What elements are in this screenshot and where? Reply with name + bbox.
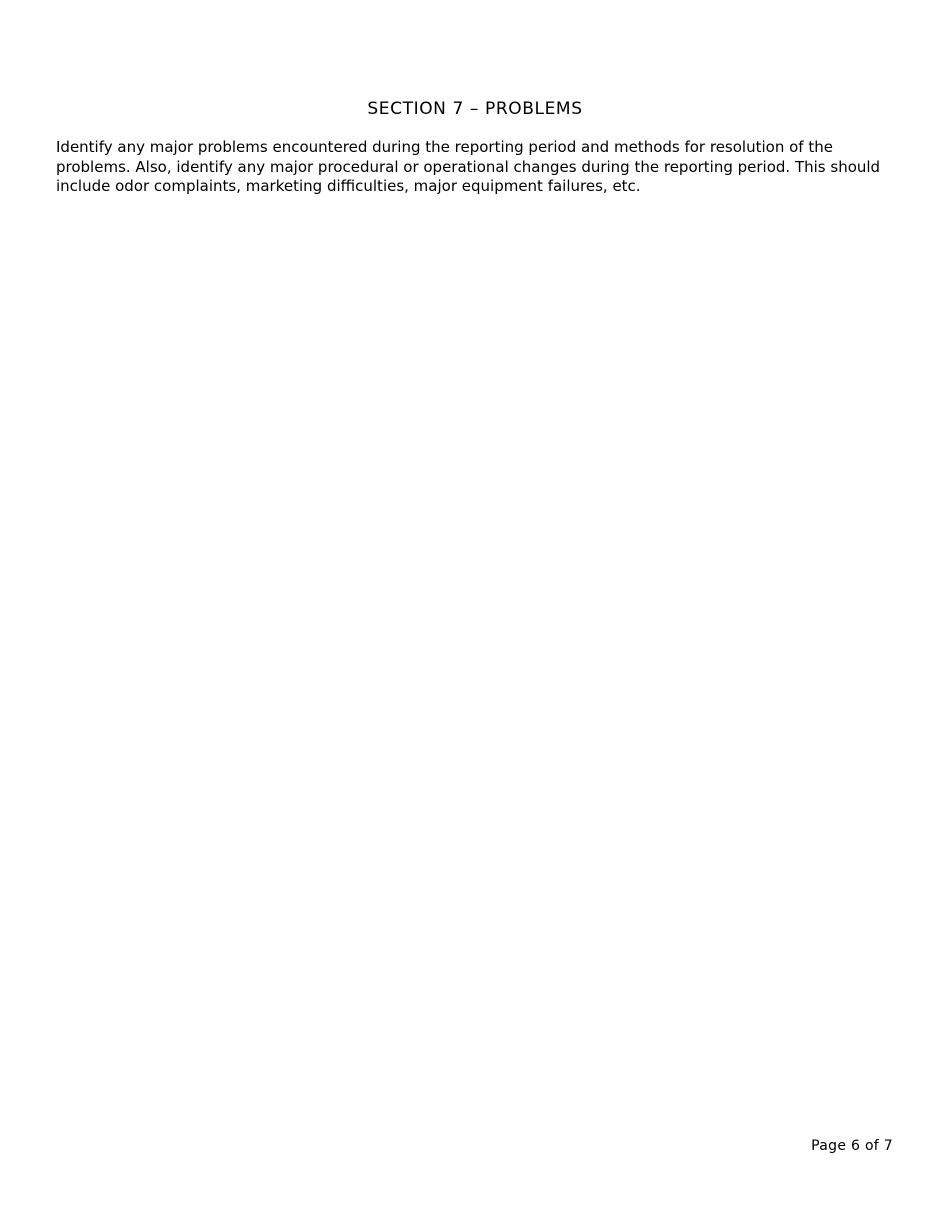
instructions-line: Identify any major problems encountered during the reporting period and methods for resolution of the [56, 138, 833, 156]
instructions-line: include odor complaints, marketing difficulties, major equipment failures, etc. [56, 177, 641, 195]
section-instructions [56, 138, 892, 197]
section-title: SECTION 7 – PROBLEMS [367, 99, 583, 119]
page-number: Page 6 of 7 [811, 1138, 893, 1154]
instructions-line: problems. Also, identify any major procedural or operational changes during the reporting period. This should [56, 157, 881, 176]
